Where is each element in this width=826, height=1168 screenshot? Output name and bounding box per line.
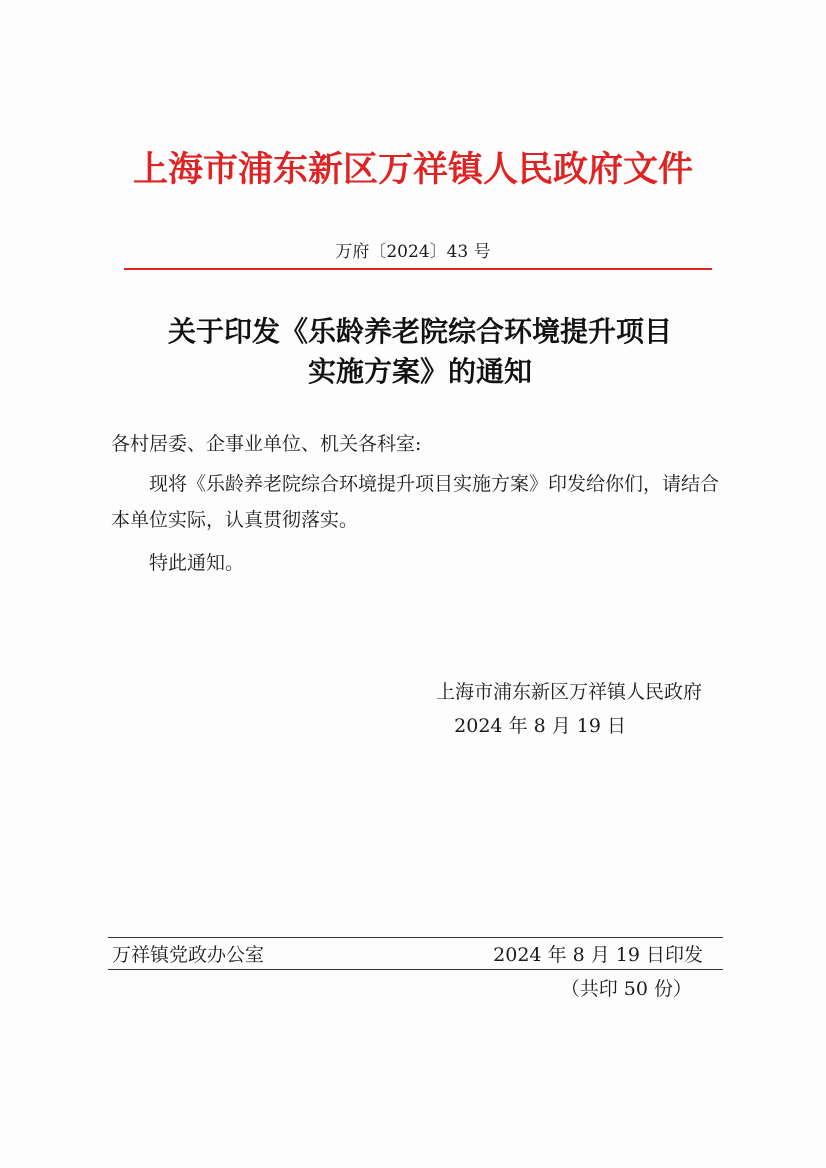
notice-title xyxy=(120,312,720,392)
issuer-title: 上海市浦东新区万祥镇人民政府文件 xyxy=(132,149,693,190)
notice-title-line-1: 关于印发《乐龄养老院综合环境提升项目 xyxy=(167,315,672,348)
red-divider xyxy=(124,268,712,270)
footer-bottom-rule xyxy=(108,969,723,970)
body-paragraph: 现将《乐龄养老院综合环境提升项目实施方案》印发给你们，请结合本单位实际，认真贯彻落实。 xyxy=(111,473,720,531)
addressee: 各村居委、企事业单位、机关各科室: xyxy=(111,433,422,455)
document-number: 万府〔2024〕43 号 xyxy=(335,242,491,262)
notice-title-line-2: 实施方案》的通知 xyxy=(307,355,532,388)
signature-issuer: 上海市浦东新区万祥镇人民政府 xyxy=(435,681,702,703)
signature-date: 2024 年 8 月 19 日 xyxy=(454,715,626,737)
footer-top-rule xyxy=(108,937,723,938)
footer-print-date: 2024 年 8 月 19 日印发 xyxy=(493,944,703,966)
signature-block xyxy=(436,675,702,743)
closing-line: 特此通知。 xyxy=(149,552,245,574)
footer-office: 万祥镇党政办公室 xyxy=(112,944,265,966)
footer-copies: （共印 50 份） xyxy=(560,978,692,1000)
